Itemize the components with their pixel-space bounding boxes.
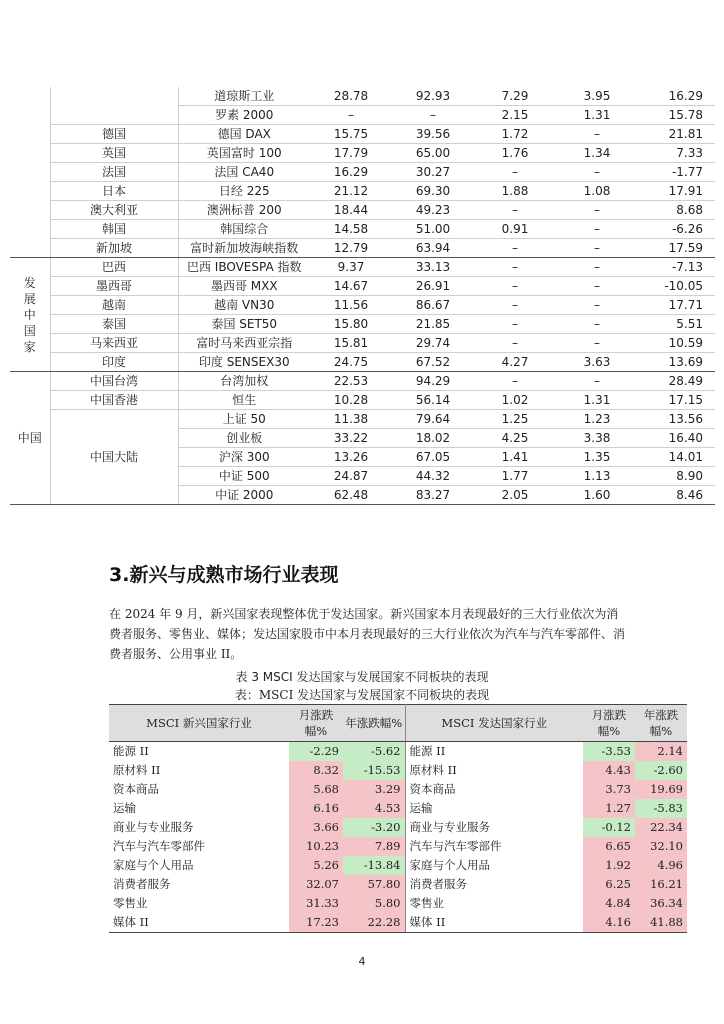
em-yearly-cell: 3.29 xyxy=(343,780,405,799)
dm-monthly-header: 月涨跌幅% xyxy=(583,705,635,742)
table-row xyxy=(10,220,715,239)
value-cell: -1.77 xyxy=(638,163,715,182)
value-cell: 3.63 xyxy=(556,353,638,372)
dm-industry-cell: 汽车与汽车零部件 xyxy=(409,839,502,853)
value-cell: 1.25 xyxy=(474,410,556,429)
dm-yearly-cell: 22.34 xyxy=(635,818,687,837)
value-cell: – xyxy=(474,296,556,315)
value-cell: 1.77 xyxy=(474,467,556,486)
value-cell: – xyxy=(556,163,638,182)
value-cell: – xyxy=(556,372,638,391)
value-cell: 10.28 xyxy=(310,391,392,410)
value-cell: 1.41 xyxy=(474,448,556,467)
country-cell: 韩国 xyxy=(50,220,178,239)
index-name-cell: 富时马来西亚宗指 xyxy=(178,334,310,353)
value-cell: – xyxy=(392,106,474,125)
table-row xyxy=(109,856,687,875)
value-cell: 33.13 xyxy=(392,258,474,277)
table-row xyxy=(10,87,715,106)
dm-yearly-cell: 41.88 xyxy=(635,913,687,933)
em-industry-cell: 能源 II xyxy=(113,744,149,758)
index-name-cell: 越南 VN30 xyxy=(178,296,310,315)
value-cell: 1.08 xyxy=(556,182,638,201)
dm-industry-cell: 媒体 II xyxy=(405,913,583,933)
table-row xyxy=(10,125,715,144)
value-cell: 12.79 xyxy=(310,239,392,258)
value-cell: – xyxy=(556,201,638,220)
value-cell: 17.59 xyxy=(638,239,715,258)
dm-industry-cell: 资本商品 xyxy=(409,782,456,796)
value-cell: 1.35 xyxy=(556,448,638,467)
dm-monthly-cell: -3.53 xyxy=(583,742,635,762)
value-cell: 15.75 xyxy=(310,125,392,144)
value-cell: 16.29 xyxy=(638,87,715,106)
value-cell: 18.02 xyxy=(392,429,474,448)
value-cell: 69.30 xyxy=(392,182,474,201)
index-name-cell: 台湾加权 xyxy=(178,372,310,391)
table-row xyxy=(109,761,687,780)
table-title: 表 3 MSCI 发达国家与发展国家不同板块的表现 xyxy=(235,670,489,684)
value-cell: – xyxy=(474,315,556,334)
value-cell: 28.49 xyxy=(638,372,715,391)
em-industry-cell: 资本商品 xyxy=(113,782,159,796)
value-cell: 28.78 xyxy=(310,87,392,106)
em-yearly-cell: -3.20 xyxy=(343,818,405,837)
em-industry-cell: 家庭与个人用品 xyxy=(113,858,194,872)
table-row xyxy=(10,296,715,315)
em-industry-cell: 商业与专业服务 xyxy=(113,820,194,834)
value-cell: 7.33 xyxy=(638,144,715,163)
value-cell: 17.91 xyxy=(638,182,715,201)
dm-industry-cell: 家庭与个人用品 xyxy=(409,858,490,872)
section-heading: 3.新兴与成熟市场行业表现 xyxy=(109,564,339,586)
group-label xyxy=(10,87,50,258)
em-industry-cell: 零售业 xyxy=(113,896,148,910)
value-cell: 29.74 xyxy=(392,334,474,353)
value-cell: 79.64 xyxy=(392,410,474,429)
value-cell: – xyxy=(556,125,638,144)
value-cell: 15.80 xyxy=(310,315,392,334)
value-cell: 13.56 xyxy=(638,410,715,429)
value-cell: 86.67 xyxy=(392,296,474,315)
em-industry-header: MSCI 新兴国家行业 xyxy=(109,705,289,742)
em-industry-cell: 运输 xyxy=(113,801,136,815)
value-cell: -7.13 xyxy=(638,258,715,277)
value-cell: 9.37 xyxy=(310,258,392,277)
em-monthly-cell: -2.29 xyxy=(289,742,343,762)
value-cell: 10.59 xyxy=(638,334,715,353)
value-cell: -6.26 xyxy=(638,220,715,239)
em-yearly-cell: 4.53 xyxy=(343,799,405,818)
index-name-cell: 上证 50 xyxy=(178,410,310,429)
value-cell: 4.25 xyxy=(474,429,556,448)
value-cell: 21.85 xyxy=(392,315,474,334)
dm-yearly-cell: 4.96 xyxy=(635,856,687,875)
value-cell: – xyxy=(556,296,638,315)
table-row xyxy=(10,277,715,296)
value-cell: – xyxy=(556,239,638,258)
value-cell: 17.15 xyxy=(638,391,715,410)
value-cell: 1.88 xyxy=(474,182,556,201)
dm-industry-cell: 商业与专业服务 xyxy=(409,820,490,834)
em-monthly-cell: 3.66 xyxy=(289,818,343,837)
em-monthly-cell: 31.33 xyxy=(289,894,343,913)
page-number: 4 xyxy=(358,955,366,968)
value-cell: 1.72 xyxy=(474,125,556,144)
dm-monthly-cell: 1.27 xyxy=(583,799,635,818)
value-cell: 3.95 xyxy=(556,87,638,106)
table-row xyxy=(109,780,687,799)
em-monthly-cell: 32.07 xyxy=(289,875,343,894)
table-row xyxy=(109,875,687,894)
value-cell: 14.67 xyxy=(310,277,392,296)
value-cell: – xyxy=(474,277,556,296)
group-label: 发展中国家 xyxy=(10,258,50,372)
value-cell: 11.56 xyxy=(310,296,392,315)
value-cell: – xyxy=(556,334,638,353)
dm-industry-header: MSCI 发达国家行业 xyxy=(405,705,583,742)
country-cell: 印度 xyxy=(50,353,178,372)
country-cell: 泰国 xyxy=(50,315,178,334)
value-cell: -10.05 xyxy=(638,277,715,296)
index-name-cell: 恒生 xyxy=(178,391,310,410)
value-cell: 0.91 xyxy=(474,220,556,239)
index-name-cell: 日经 225 xyxy=(178,182,310,201)
value-cell: 44.32 xyxy=(392,467,474,486)
table-row xyxy=(10,201,715,220)
value-cell: 3.38 xyxy=(556,429,638,448)
country-cell: 中国大陆 xyxy=(50,410,178,505)
value-cell: 1.34 xyxy=(556,144,638,163)
value-cell: – xyxy=(556,315,638,334)
em-monthly-cell: 5.68 xyxy=(289,780,343,799)
value-cell: 1.02 xyxy=(474,391,556,410)
msci-header-row xyxy=(109,705,687,742)
country-cell: 马来西亚 xyxy=(50,334,178,353)
table-row xyxy=(109,742,687,762)
value-cell: 1.76 xyxy=(474,144,556,163)
em-monthly-cell: 10.23 xyxy=(289,837,343,856)
value-cell: 17.71 xyxy=(638,296,715,315)
value-cell: 1.31 xyxy=(556,391,638,410)
section-paragraph: 在 2024 年 9 月，新兴国家表现整体优于发达国家。新兴国家本月表现最好的三大行业依次为消费者服务、零售业、媒体；发达国家股市中本月表现最好的三大行业依次为汽车与汽车零部件、消费者服务、公用事业 II。 xyxy=(109,607,626,661)
em-yearly-cell: 22.28 xyxy=(343,913,405,933)
index-name-cell: 韩国综合 xyxy=(178,220,310,239)
table-row xyxy=(10,391,715,410)
table-subtitle: 表：MSCI 发达国家与发展国家不同板块的表现 xyxy=(234,688,490,702)
country-cell: 法国 xyxy=(50,163,178,182)
em-industry-cell: 消费者服务 xyxy=(113,877,171,891)
value-cell: 5.51 xyxy=(638,315,715,334)
dm-monthly-cell: 6.25 xyxy=(583,875,635,894)
index-name-cell: 墨西哥 MXX xyxy=(178,277,310,296)
table-row xyxy=(10,372,715,391)
dm-yearly-cell: -2.60 xyxy=(635,761,687,780)
em-monthly-header: 月涨跌幅% xyxy=(289,705,343,742)
table-row xyxy=(10,353,715,372)
value-cell: 21.12 xyxy=(310,182,392,201)
country-cell: 德国 xyxy=(50,125,178,144)
value-cell: 8.90 xyxy=(638,467,715,486)
table-row xyxy=(10,163,715,182)
group-label: 中国 xyxy=(10,372,50,505)
value-cell: 8.46 xyxy=(638,486,715,505)
index-name-cell: 巴西 IBOVESPA 指数 xyxy=(178,258,310,277)
dm-industry-cell: 零售业 xyxy=(409,896,444,910)
index-name-cell: 印度 SENSEX30 xyxy=(178,353,310,372)
value-cell: 92.93 xyxy=(392,87,474,106)
country-cell xyxy=(50,87,178,125)
index-name-cell: 澳洲标普 200 xyxy=(178,201,310,220)
dm-monthly-cell: -0.12 xyxy=(583,818,635,837)
dm-yearly-cell: 32.10 xyxy=(635,837,687,856)
index-name-cell: 沪深 300 xyxy=(178,448,310,467)
dm-monthly-cell: 4.84 xyxy=(583,894,635,913)
value-cell: 67.05 xyxy=(392,448,474,467)
value-cell: 16.40 xyxy=(638,429,715,448)
value-cell: 24.75 xyxy=(310,353,392,372)
dm-monthly-cell: 1.92 xyxy=(583,856,635,875)
value-cell: 22.53 xyxy=(310,372,392,391)
index-name-cell: 德国 DAX xyxy=(178,125,310,144)
value-cell: – xyxy=(310,106,392,125)
country-cell: 巴西 xyxy=(50,258,178,277)
table-row xyxy=(10,258,715,277)
dm-monthly-cell: 4.16 xyxy=(583,913,635,933)
value-cell: 13.69 xyxy=(638,353,715,372)
table-row xyxy=(109,913,687,933)
value-cell: – xyxy=(556,277,638,296)
index-name-cell: 罗素 2000 xyxy=(178,106,310,125)
value-cell: 2.05 xyxy=(474,486,556,505)
table-row xyxy=(109,837,687,856)
dm-yearly-cell: 16.21 xyxy=(635,875,687,894)
value-cell: 1.31 xyxy=(556,106,638,125)
dm-yearly-header: 年涨跌幅% xyxy=(635,705,687,742)
country-cell: 英国 xyxy=(50,144,178,163)
em-industry-cell: 原材料 II xyxy=(113,763,161,777)
table-row xyxy=(109,818,687,837)
value-cell: – xyxy=(474,258,556,277)
value-cell: 1.60 xyxy=(556,486,638,505)
country-cell: 中国台湾 xyxy=(50,372,178,391)
value-cell: 65.00 xyxy=(392,144,474,163)
table-row xyxy=(10,315,715,334)
index-valuation-table xyxy=(10,87,715,505)
index-name-cell: 创业板 xyxy=(178,429,310,448)
value-cell: 18.44 xyxy=(310,201,392,220)
value-cell: 11.38 xyxy=(310,410,392,429)
value-cell: 4.27 xyxy=(474,353,556,372)
table-row xyxy=(10,239,715,258)
dm-monthly-cell: 3.73 xyxy=(583,780,635,799)
country-cell: 中国香港 xyxy=(50,391,178,410)
value-cell: 17.79 xyxy=(310,144,392,163)
em-yearly-cell: -15.53 xyxy=(343,761,405,780)
value-cell: – xyxy=(474,334,556,353)
value-cell: 51.00 xyxy=(392,220,474,239)
table-row xyxy=(109,799,687,818)
dm-industry-cell: 原材料 II xyxy=(409,763,457,777)
value-cell: 56.14 xyxy=(392,391,474,410)
value-cell: 39.56 xyxy=(392,125,474,144)
value-cell: – xyxy=(474,239,556,258)
country-cell: 日本 xyxy=(50,182,178,201)
dm-industry-cell: 能源 II xyxy=(409,744,446,758)
value-cell: 1.23 xyxy=(556,410,638,429)
em-yearly-cell: -5.62 xyxy=(343,742,405,762)
value-cell: 49.23 xyxy=(392,201,474,220)
table-row xyxy=(109,894,687,913)
dm-yearly-cell: 36.34 xyxy=(635,894,687,913)
value-cell: 7.29 xyxy=(474,87,556,106)
index-name-cell: 中证 2000 xyxy=(178,486,310,505)
dm-yearly-cell: 19.69 xyxy=(635,780,687,799)
dm-yearly-cell: -5.83 xyxy=(635,799,687,818)
value-cell: 63.94 xyxy=(392,239,474,258)
value-cell: 33.22 xyxy=(310,429,392,448)
value-cell: 24.87 xyxy=(310,467,392,486)
em-yearly-cell: 7.89 xyxy=(343,837,405,856)
country-cell: 墨西哥 xyxy=(50,277,178,296)
msci-sector-table xyxy=(109,704,687,933)
index-name-cell: 富时新加坡海峡指数 xyxy=(178,239,310,258)
dm-monthly-cell: 6.65 xyxy=(583,837,635,856)
country-cell: 越南 xyxy=(50,296,178,315)
em-industry-cell: 媒体 II xyxy=(109,913,289,933)
value-cell: 13.26 xyxy=(310,448,392,467)
value-cell: – xyxy=(474,163,556,182)
value-cell: – xyxy=(556,220,638,239)
index-name-cell: 英国富时 100 xyxy=(178,144,310,163)
value-cell: 14.58 xyxy=(310,220,392,239)
value-cell: 94.29 xyxy=(392,372,474,391)
value-cell: 2.15 xyxy=(474,106,556,125)
em-yearly-cell: 5.80 xyxy=(343,894,405,913)
index-name-cell: 中证 500 xyxy=(178,467,310,486)
table-row xyxy=(10,410,715,429)
value-cell: 62.48 xyxy=(310,486,392,505)
table-row xyxy=(10,144,715,163)
em-yearly-header: 年涨跌幅% xyxy=(343,705,405,742)
em-monthly-cell: 5.26 xyxy=(289,856,343,875)
value-cell: 14.01 xyxy=(638,448,715,467)
em-yearly-cell: 57.80 xyxy=(343,875,405,894)
em-monthly-cell: 8.32 xyxy=(289,761,343,780)
value-cell: 83.27 xyxy=(392,486,474,505)
value-cell: – xyxy=(556,258,638,277)
value-cell: 8.68 xyxy=(638,201,715,220)
dm-yearly-cell: 2.14 xyxy=(635,742,687,762)
value-cell: 26.91 xyxy=(392,277,474,296)
dm-monthly-cell: 4.43 xyxy=(583,761,635,780)
value-cell: 30.27 xyxy=(392,163,474,182)
dm-industry-cell: 运输 xyxy=(409,801,433,815)
value-cell: – xyxy=(474,201,556,220)
em-industry-cell: 汽车与汽车零部件 xyxy=(113,839,205,853)
index-name-cell: 道琼斯工业 xyxy=(178,87,310,106)
em-monthly-cell: 17.23 xyxy=(289,913,343,933)
value-cell: 1.13 xyxy=(556,467,638,486)
value-cell: 16.29 xyxy=(310,163,392,182)
value-cell: 21.81 xyxy=(638,125,715,144)
em-monthly-cell: 6.16 xyxy=(289,799,343,818)
value-cell: – xyxy=(474,372,556,391)
table-row xyxy=(10,334,715,353)
country-cell: 新加坡 xyxy=(50,239,178,258)
table-row xyxy=(10,182,715,201)
value-cell: 15.78 xyxy=(638,106,715,125)
value-cell: 15.81 xyxy=(310,334,392,353)
em-yearly-cell: -13.84 xyxy=(343,856,405,875)
index-name-cell: 泰国 SET50 xyxy=(178,315,310,334)
index-name-cell: 法国 CA40 xyxy=(178,163,310,182)
value-cell: 67.52 xyxy=(392,353,474,372)
country-cell: 澳大利亚 xyxy=(50,201,178,220)
dm-industry-cell: 消费者服务 xyxy=(409,877,467,891)
